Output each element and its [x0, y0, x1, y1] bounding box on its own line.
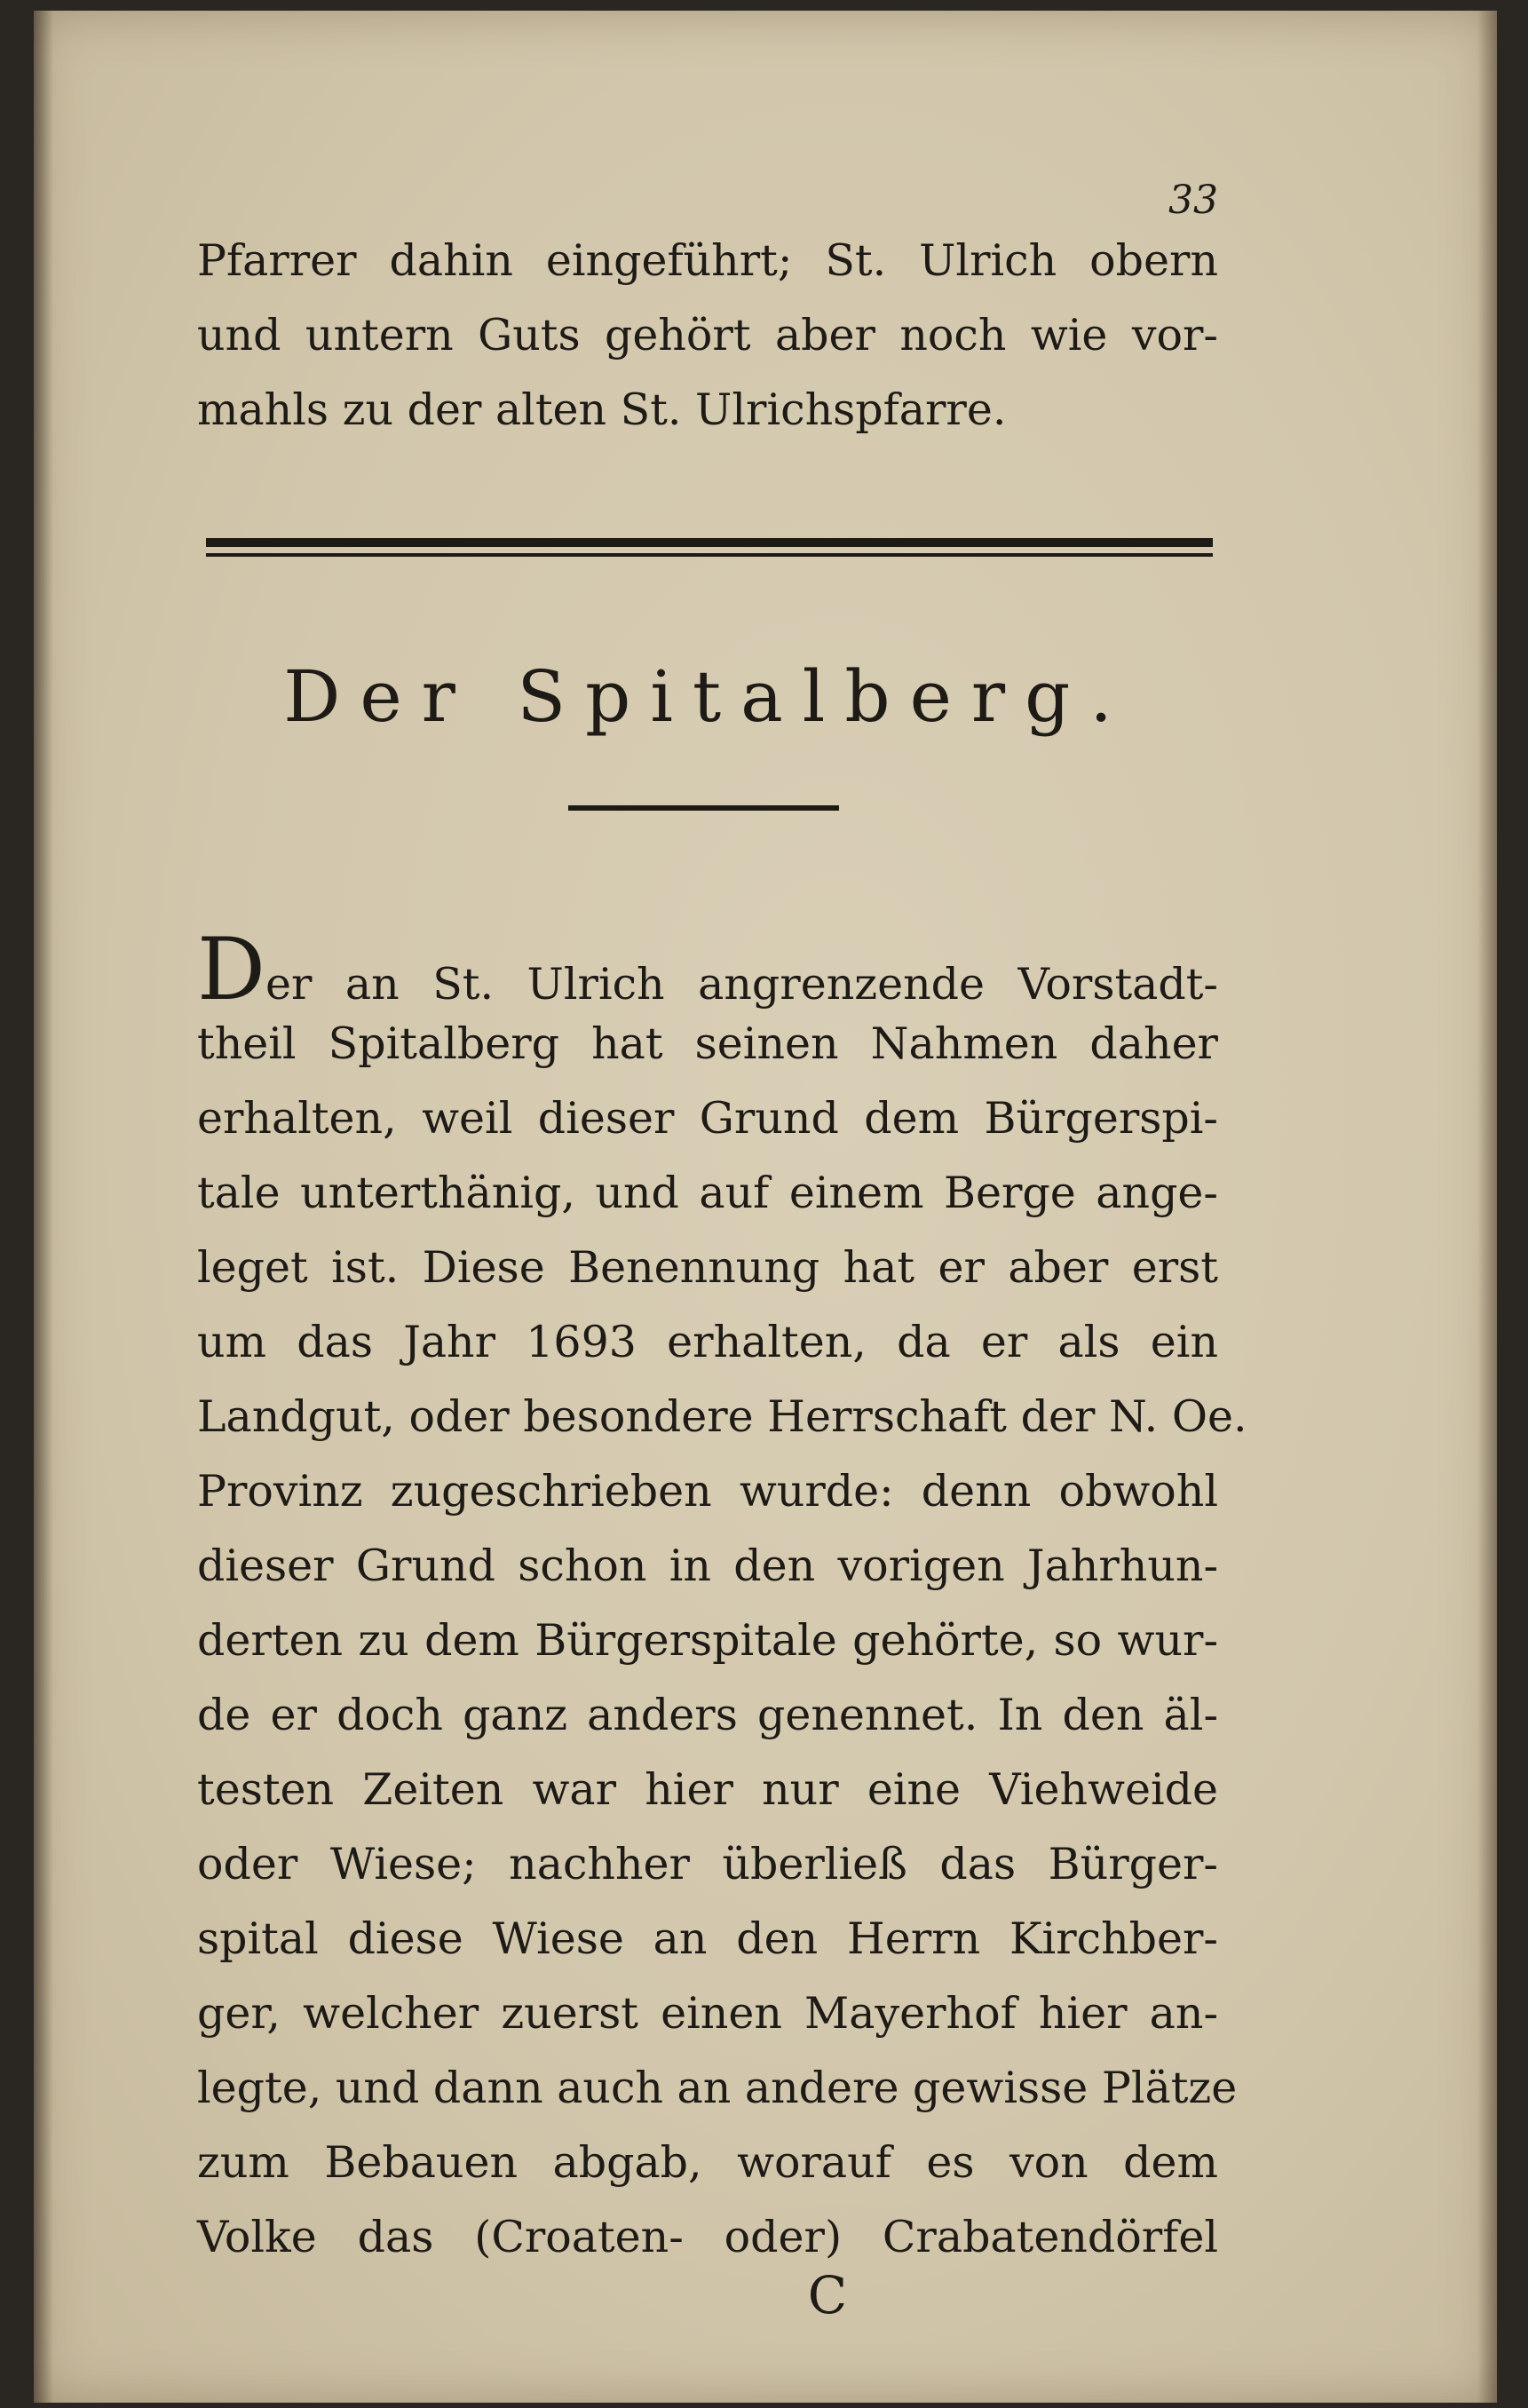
- signature-mark: C: [807, 2265, 848, 2325]
- text-line: testen Zeiten war hier nur eine Viehweide: [197, 1764, 1218, 1815]
- divider-rule-thick: [206, 538, 1213, 547]
- divider-rule-thin: [206, 553, 1213, 557]
- text-line: und untern Guts gehört aber noch wie vor-: [197, 310, 1218, 360]
- text-line: dieser Grund schon in den vorigen Jahrhun-: [197, 1541, 1218, 1591]
- title-underline: [568, 805, 839, 811]
- text-line: derten zu dem Bürgerspitale gehörte, so wur-: [197, 1615, 1218, 1666]
- text-line: mahls zu der alten St. Ulrichspfarre.: [197, 384, 1007, 435]
- page-edge-shadow: [1477, 11, 1497, 2403]
- section-title: Der Spitalberg.: [283, 655, 1132, 738]
- text-line: spital diese Wiese an den Herrn Kirchber-: [197, 1913, 1218, 1964]
- text-line: erhalten, weil dieser Grund dem Bürgerspi-: [197, 1093, 1218, 1144]
- text-line: Pfarrer dahin eingeführt; St. Ulrich obern: [197, 235, 1218, 286]
- text-line: leget ist. Diese Benennung hat er aber erst: [197, 1242, 1218, 1293]
- text-line: Volke das (Croaten- oder) Crabatendörfel: [197, 2212, 1218, 2262]
- page-number: 33: [1168, 178, 1218, 223]
- text-line: tale unterthänig, und auf einem Berge ange-: [197, 1168, 1218, 1218]
- first-paragraph-line: [197, 920, 1218, 1019]
- text-line: Provinz zugeschrieben wurde: denn obwohl: [197, 1466, 1218, 1517]
- text-line: ger, welcher zuerst einen Mayerhof hier an-: [197, 1988, 1218, 2039]
- text-line: zum Bebauen abgab, worauf es von dem: [197, 2137, 1218, 2188]
- text-line: de er doch ganz anders genennet. In den äl-: [197, 1690, 1218, 1740]
- text-line: um das Jahr 1693 erhalten, da er als ein: [197, 1317, 1218, 1367]
- page-gutter-shadow: [34, 11, 53, 2403]
- text-line: theil Spitalberg hat seinen Nahmen daher: [197, 1018, 1218, 1069]
- text-line: Landgut, oder besondere Herrschaft der N. Oe.: [197, 1391, 1247, 1442]
- text-line: legte, und dann auch an andere gewisse Plätze: [197, 2063, 1238, 2113]
- first-line-text: er an St. Ulrich angrenzende Vorstadt-: [265, 959, 1218, 1010]
- text-line: oder Wiese; nachher überließ das Bürger-: [197, 1839, 1218, 1889]
- drop-initial: D: [197, 920, 265, 1019]
